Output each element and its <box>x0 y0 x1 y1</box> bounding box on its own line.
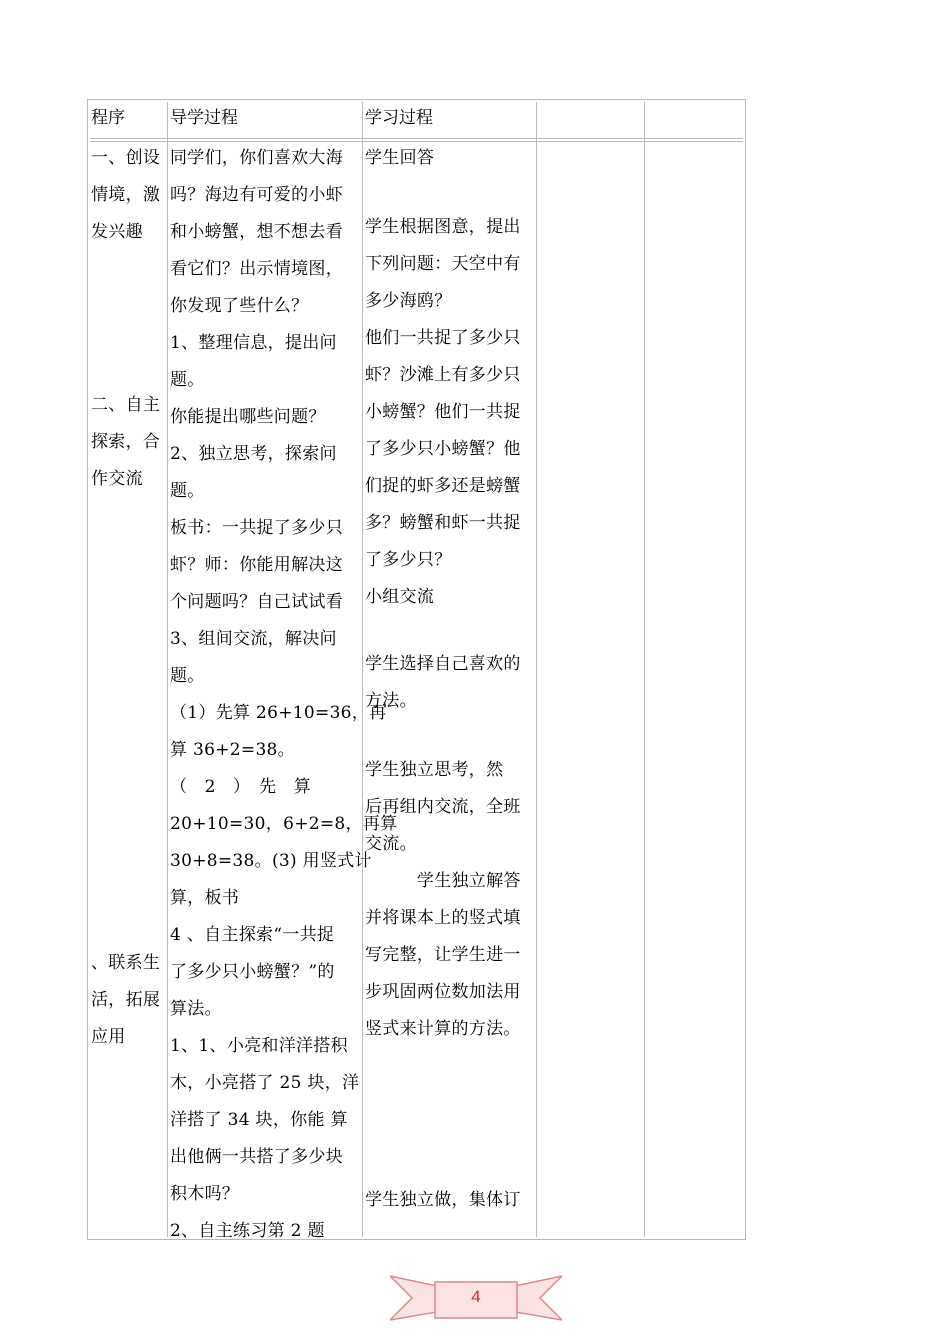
text-line: 他们一共捉了多少只 <box>365 328 521 348</box>
text-line: 小组交流 <box>365 587 435 607</box>
text-line: 题。 <box>170 481 205 501</box>
text-line: 算法。 <box>170 999 222 1019</box>
text-line: 学生选择自己喜欢的 <box>365 654 521 674</box>
text-line: 你能提出哪些问题？ <box>170 407 326 427</box>
lesson-plan-table <box>87 99 746 1240</box>
learning-questions <box>365 209 537 616</box>
learning-discussion <box>365 752 537 1048</box>
header-procedure: 程序 <box>91 108 125 128</box>
procedure-step-1: 一、创设 情境，激 发兴趣 <box>91 148 161 242</box>
text-line: 小螃蟹？他们一共捉 <box>365 402 521 422</box>
procedure-step-2: 二、自主 探索，合 作交流 <box>91 395 161 489</box>
text-line: 个问题吗？自己试试看 <box>170 592 343 612</box>
learning-answer <box>365 140 537 177</box>
text-line: 虾？沙滩上有多少只 <box>365 365 521 385</box>
text-line: 了多少只小螃蟹？他 <box>365 439 521 459</box>
header-divider <box>90 138 743 139</box>
text-line: （ 2 ） 先 算 <box>170 777 312 797</box>
text-line: 木，小亮搭了 25 块，洋 <box>170 1073 360 1093</box>
header-learning-process: 学习过程 <box>365 108 433 128</box>
text-line: 算，板书 <box>170 888 240 908</box>
text-line: 并将课本上的竖式填 <box>365 908 521 928</box>
learning-practice <box>365 1182 537 1219</box>
text-line: 步巩固两位数加法用 <box>365 982 521 1002</box>
text-line: （1）先算 26+10=36，再 <box>170 703 387 723</box>
text-line: 出他俩一共搭了多少块 <box>170 1147 343 1167</box>
text-line: 了多少只小螃蟹？”的 <box>170 962 335 982</box>
text-line: 1、整理信息，提出问 <box>170 333 337 353</box>
text-line: 虾？师：你能用解决这 <box>170 555 343 575</box>
col-divider-1 <box>167 102 168 1237</box>
text-line: 2、独立思考，探索问 <box>170 444 337 464</box>
text-line: 下列问题：天空中有 <box>365 254 521 274</box>
text-line: 3、组间交流，解决问 <box>170 629 337 649</box>
text-line: 们捉的虾多还是螃蟹 <box>365 476 521 496</box>
text-line: 学生回答 <box>365 148 435 168</box>
text-line: 2、自主练习第 2 题 <box>170 1221 325 1241</box>
text-line: 积木吗？ <box>170 1184 240 1204</box>
text-line: 后再组内交流，全班 <box>365 797 521 817</box>
text-line: 交流。 <box>365 834 417 854</box>
text-line: 算 36+2=38。 <box>170 740 295 760</box>
header-guided-process: 导学过程 <box>170 108 238 128</box>
text-line: 和小螃蟹，想不想去看 <box>170 222 343 242</box>
text-line: 30+8=38。(3) 用竖式计 <box>170 851 372 871</box>
text-line: 同学们，你们喜欢大海 <box>170 148 343 168</box>
text-line: 4 、自主探索“一共捉 <box>170 925 335 945</box>
text-line: 学生独立解答 <box>365 871 521 891</box>
procedure-step-3: 、联系生 活，拓展 应用 <box>91 953 161 1047</box>
text-line: 多少海鸥？ <box>365 291 452 311</box>
text-line: 学生独立做，集体订 <box>365 1190 521 1210</box>
text-line: 写完整，让学生进一 <box>365 945 521 965</box>
text-line: 了多少只？ <box>365 550 452 570</box>
text-line: 你发现了些什么？ <box>170 296 309 316</box>
text-line: 20+10=30，6+2=8，再算 <box>170 814 398 834</box>
text-line: 吗？海边有可爱的小虾 <box>170 185 343 205</box>
text-line: 1、1、小亮和洋洋搭积 <box>170 1036 348 1056</box>
col-divider-4 <box>644 102 645 1237</box>
learning-method <box>365 646 537 720</box>
text-line: 看它们？出示情境图， <box>170 259 343 279</box>
text-line: 竖式来计算的方法。 <box>365 1019 521 1039</box>
page-number: 4 <box>471 1287 481 1306</box>
text-line: 板书：一共捉了多少只 <box>170 518 343 538</box>
col-divider-2 <box>362 102 363 1237</box>
text-line: 方法。 <box>365 691 417 711</box>
text-line: 题。 <box>170 370 205 390</box>
text-line: 洋搭了 34 块，你能 算 <box>170 1110 348 1130</box>
text-line: 多？螃蟹和虾一共捉 <box>365 513 521 533</box>
text-line: 学生根据图意，提出 <box>365 217 521 237</box>
text-line: 题。 <box>170 666 205 686</box>
text-line: 学生独立思考，然 <box>365 760 504 780</box>
